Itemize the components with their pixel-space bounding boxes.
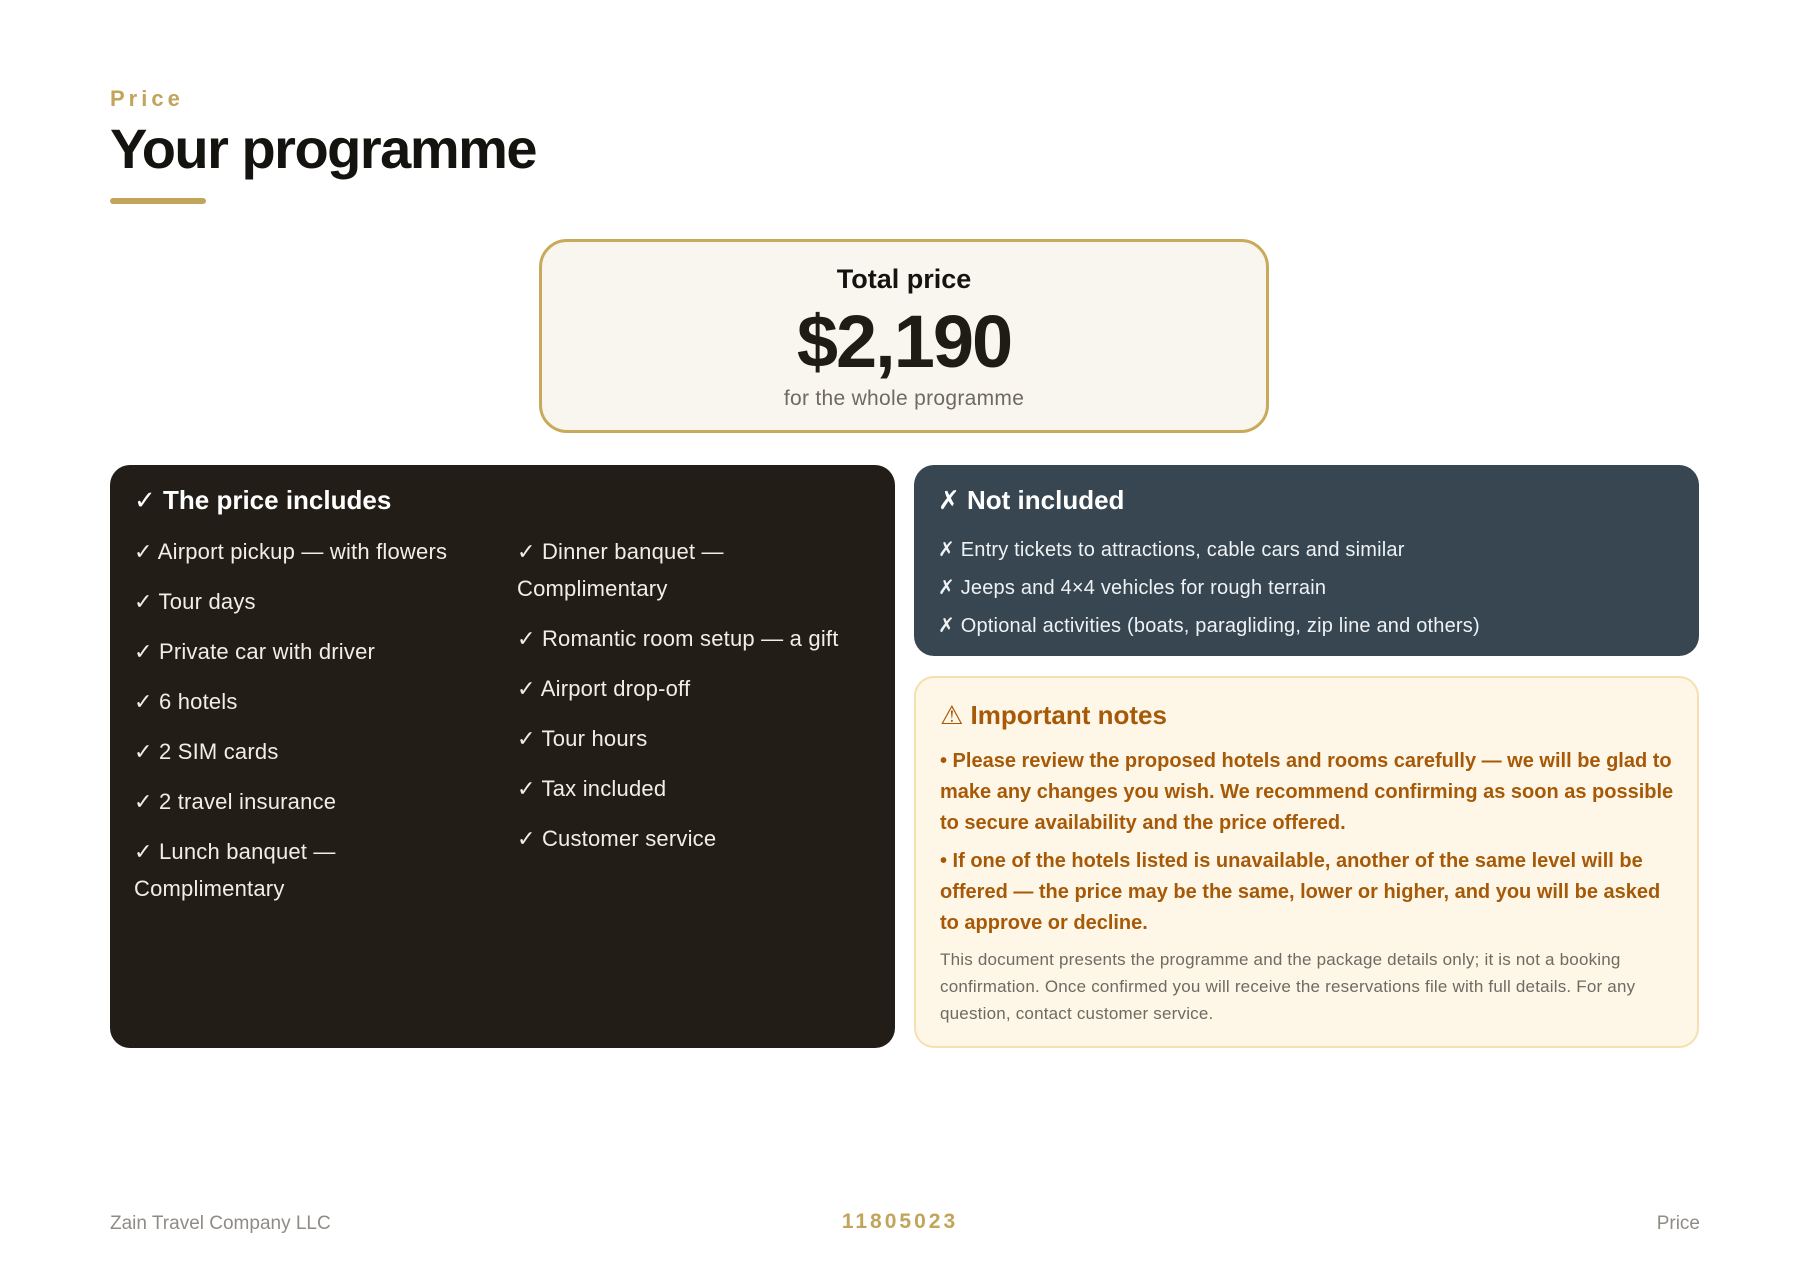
- eyebrow: Price: [110, 86, 184, 111]
- total-price-card: [539, 239, 1269, 433]
- list-item: ✓ Airport pickup — with flowers: [134, 539, 448, 564]
- total-price-subtitle: for the whole programme: [783, 387, 1025, 410]
- list-item: ✓ Tax included: [517, 776, 667, 801]
- note-paragraph: • If one of the hotels listed is unavailable, another of the same level will be offered — the price may be the same, lower or higher, and you will be asked to approve or decline.: [940, 850, 1661, 934]
- page-title: Your programme: [110, 117, 537, 180]
- list-item: ✗ Entry tickets to attractions, cable cars and similar: [938, 539, 1405, 561]
- total-price-amount: $2,190: [796, 300, 1012, 383]
- list-item: ✓ 6 hotels: [134, 689, 238, 714]
- list-item: ✓ Airport drop-off: [517, 676, 691, 701]
- important-notes-body: [940, 746, 1677, 1027]
- includes-card: [110, 465, 895, 1048]
- list-item: ✗ Jeeps and 4×4 vehicles for rough terrain: [938, 577, 1327, 599]
- list-item: ✓ Private car with driver: [134, 639, 376, 664]
- total-price-label: Total price: [836, 264, 972, 294]
- footer-section-name: Price: [1656, 1213, 1700, 1234]
- not-included-title: ✗ Not included: [938, 485, 1125, 515]
- important-notes-title: ⚠ Important notes: [940, 700, 1167, 730]
- list-item: ✓ Lunch banquet — Complimentary: [134, 839, 336, 901]
- list-item: ✓ Romantic room setup — a gift: [517, 626, 839, 651]
- not-included-card: [914, 465, 1699, 656]
- includes-title: ✓ The price includes: [134, 485, 392, 515]
- list-item: ✓ Dinner banquet — Complimentary: [517, 539, 724, 601]
- list-item: ✓ 2 SIM cards: [134, 739, 279, 764]
- list-item: ✓ 2 travel insurance: [134, 789, 337, 814]
- footer-company: Zain Travel Company LLC: [110, 1213, 331, 1234]
- not-included-list: [938, 531, 1480, 645]
- includes-column-left: [134, 533, 484, 920]
- note-paragraph: • Please review the proposed hotels and rooms carefully — we will be glad to make any changes you wish. We recommend confirming as soon as possible to secure availability and the price offered.: [940, 750, 1674, 834]
- list-item: ✓ Tour days: [134, 589, 256, 614]
- list-item: ✓ Customer service: [517, 826, 717, 851]
- title-underline: [110, 198, 206, 204]
- important-notes-card: [914, 676, 1699, 1048]
- disclaimer-text: This document presents the programme and the package details only; it is not a booking confirmation. Once confirmed you will receive the reservations file with full details. For any question, contact customer service.: [940, 950, 1636, 1023]
- list-item: ✓ Tour hours: [517, 726, 648, 751]
- list-item: ✗ Optional activities (boats, paragliding, zip line and others): [938, 615, 1480, 637]
- footer-reference-number: 11805023: [841, 1210, 959, 1233]
- includes-column-right: [517, 533, 877, 870]
